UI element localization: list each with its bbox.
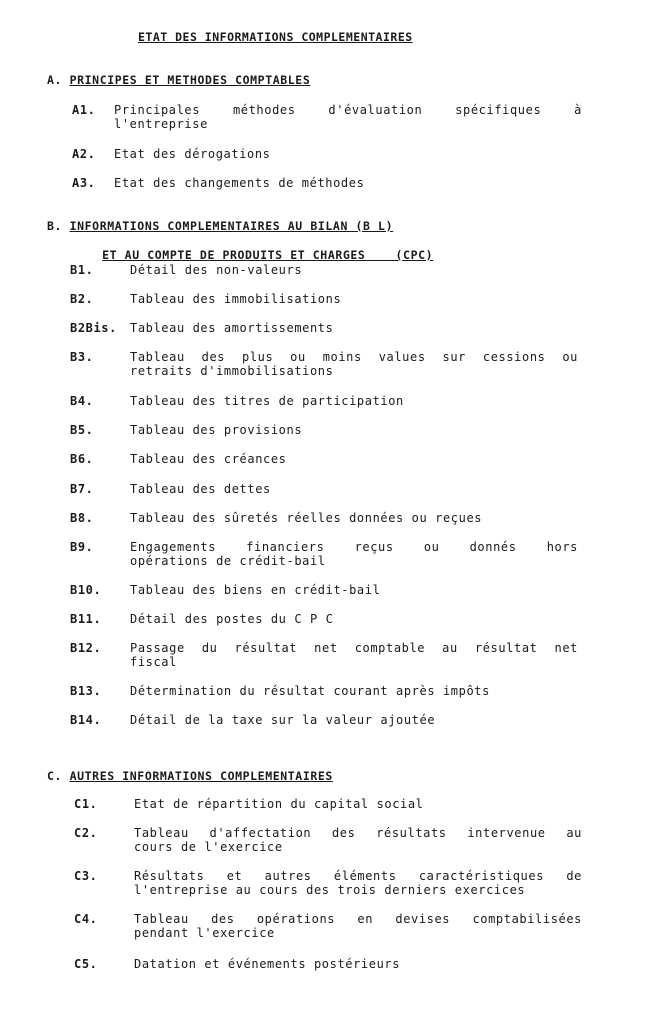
list-item-c4 [74,912,582,940]
list-item-a1 [72,103,582,131]
section-c-heading [47,769,333,783]
item-code: B9. [70,540,94,554]
item-text-line: Tableau des amortissements [130,321,334,335]
item-text-line: Tableau des opérations en devises comptabilisées [134,912,582,926]
item-text-line: Etat des dérogations [114,147,271,161]
item-code: B1. [70,263,94,277]
item-text-line: cours de l'exercice [134,840,283,854]
item-code: B2Bis. [70,321,117,335]
item-code: A1. [72,103,96,117]
item-text-line: Datation et événements postérieurs [134,957,401,971]
list-item-b14 [70,713,578,727]
list-item-b7 [70,482,578,496]
section-c-title: AUTRES INFORMATIONS COMPLEMENTAIRES [69,769,333,783]
item-code: B4. [70,394,94,408]
list-item-b1 [70,263,578,277]
item-text-line: Passage du résultat net comptable au résultat net [130,641,578,655]
section-a-heading [47,73,310,87]
item-text-line: Etat de répartition du capital social [134,797,424,811]
item-text-line: retraits d'immobilisations [130,364,334,378]
item-text-line: Engagements financiers reçus ou donnés hors [130,540,578,554]
list-item-b8 [70,511,578,525]
item-text-line: Détail de la taxe sur la valeur ajoutée [130,713,436,727]
item-text-line: Détermination du résultat courant après impôts [130,684,490,698]
item-text-line: Détail des non-valeurs [130,263,303,277]
item-text-line: Résultats et autres éléments caractéristiques de [134,869,582,883]
item-code: C3. [74,869,98,883]
item-text-line: Tableau des provisions [130,423,303,437]
item-text-line: Tableau des créances [130,452,287,466]
list-item-a2 [72,147,582,161]
section-b-title-line2: ET AU COMPTE DE PRODUITS ET CHARGES (CPC) [102,248,434,262]
item-code: C4. [74,912,98,926]
item-text-line: l'entreprise [114,117,208,131]
section-a-title: PRINCIPES ET METHODES COMPTABLES [69,73,311,87]
section-b-title-line1: INFORMATIONS COMPLEMENTAIRES AU BILAN (B L) [69,219,394,233]
item-code: B12. [70,641,102,655]
item-text-line: Tableau des sûretés réelles données ou reçues [130,511,483,525]
item-text-line: Tableau des biens en crédit-bail [130,583,381,597]
section-c-letter: C. [47,769,63,783]
item-code: B11. [70,612,102,626]
item-code: B6. [70,452,94,466]
list-item-b2 [70,292,578,306]
item-text-line: Tableau des titres de participation [130,394,404,408]
item-text-line: Principales méthodes d'évaluation spécifiques à [114,103,582,117]
item-code: A3. [72,176,96,190]
list-item-c3 [74,869,582,897]
item-text-line: Détail des postes du C P C [130,612,334,626]
list-item-b12 [70,641,578,669]
item-code: B10. [70,583,102,597]
item-text-line: opérations de crédit-bail [130,554,326,568]
item-text-line: Etat des changements de méthodes [114,176,365,190]
list-item-b13 [70,684,578,698]
list-item-b4 [70,394,578,408]
list-item-b2bis [70,321,578,335]
list-item-a3 [72,176,582,190]
item-code: C1. [74,797,98,811]
item-code: B3. [70,350,94,364]
list-item-c5 [74,957,582,971]
section-a-letter: A. [47,73,63,87]
item-code: A2. [72,147,96,161]
item-text-line: l'entreprise au cours des trois derniers exercices [134,883,526,897]
item-text-line: Tableau des plus ou moins values sur cessions ou [130,350,578,364]
item-text-line: Tableau d'affectation des résultats intervenue au [134,826,582,840]
list-item-b10 [70,583,578,597]
item-text-line: pendant l'exercice [134,926,275,940]
item-code: B5. [70,423,94,437]
item-code: B13. [70,684,102,698]
item-text-line: Tableau des dettes [130,482,271,496]
item-code: B14. [70,713,102,727]
list-item-b3 [70,350,578,378]
item-code: B2. [70,292,94,306]
list-item-c2 [74,826,582,854]
section-b-heading [47,219,393,233]
item-code: B8. [70,511,94,525]
list-item-b9 [70,540,578,568]
section-b-letter: B. [47,219,63,233]
list-item-b6 [70,452,578,466]
list-item-b11 [70,612,578,626]
list-item-c1 [74,797,582,811]
item-code: C5. [74,957,98,971]
page-title: ETAT DES INFORMATIONS COMPLEMENTAIRES [138,30,413,44]
list-item-b5 [70,423,578,437]
item-code: B7. [70,482,94,496]
item-text-line: fiscal [130,655,177,669]
item-text-line: Tableau des immobilisations [130,292,342,306]
item-code: C2. [74,826,98,840]
